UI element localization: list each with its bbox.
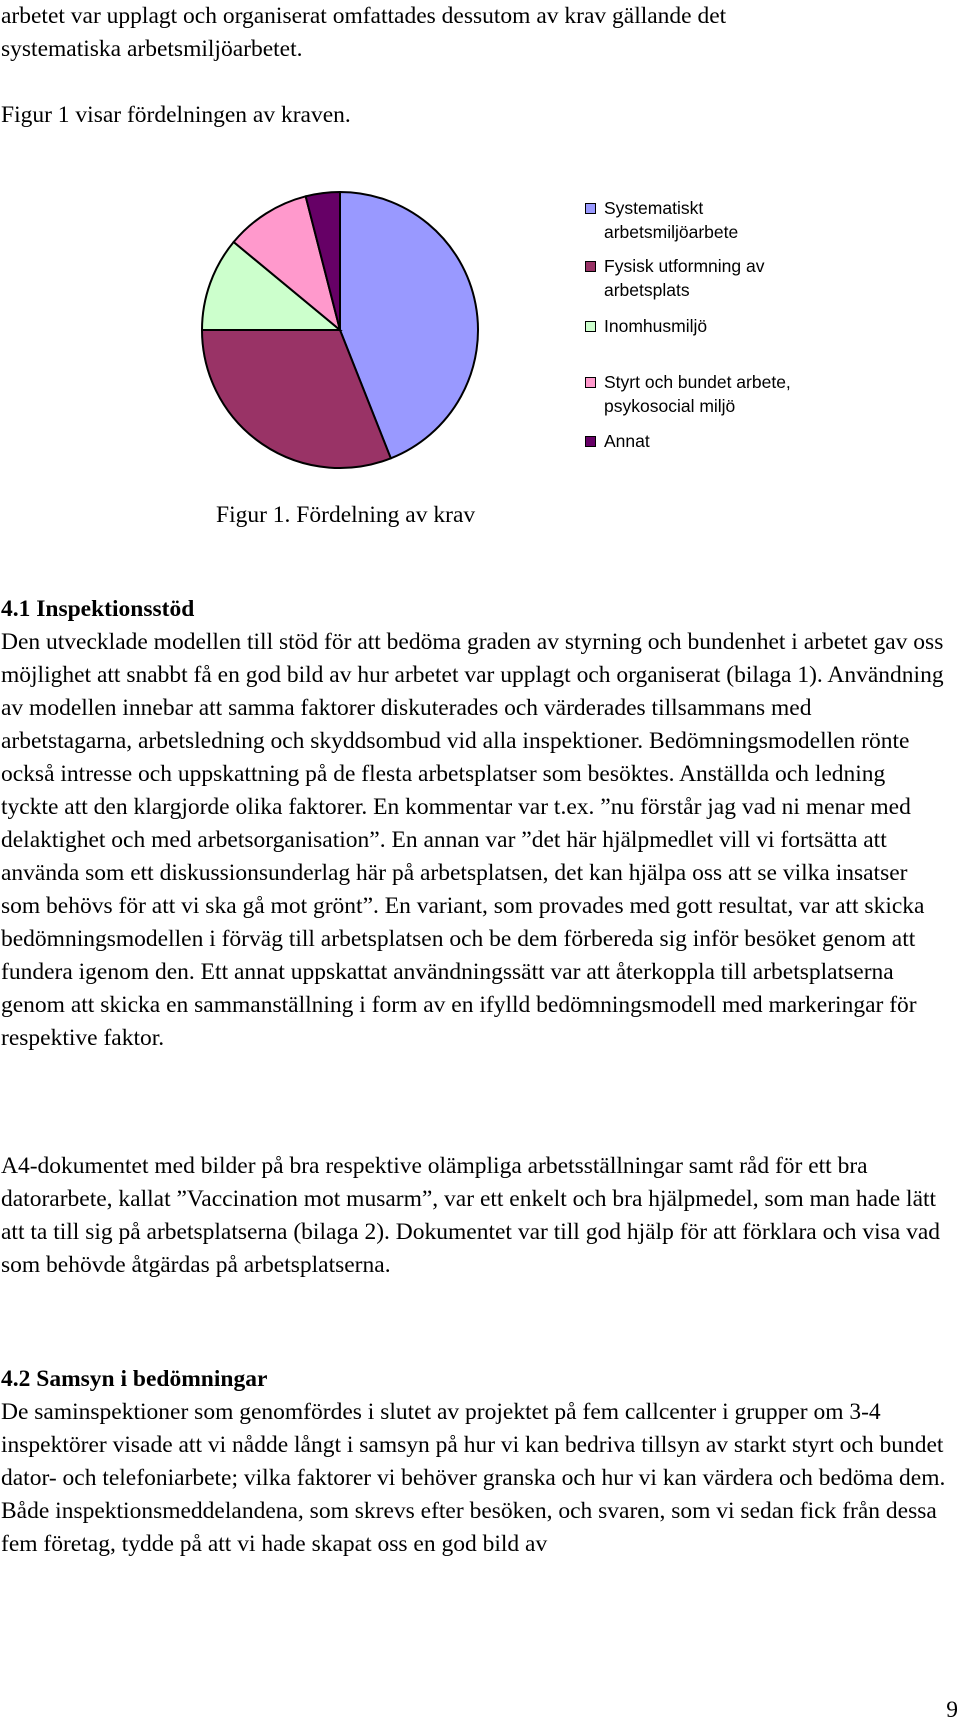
legend-label-systematiskt: Systematiskt arbetsmiljöarbete bbox=[604, 198, 739, 242]
section-4-2-paragraph-1: De saminspektioner som genomfördes i slutet av projektet på fem callcenter i grupper om 3-4 inspektörer visade att vi nådde långt i samsyn på hur vi kan bedriva tillsyn av starkt styrt och bundet dator- och telefoniarbete; vilka faktorer vi behöver granska och hur vi kan värdera och bedöma dem. Både inspektionsmeddelandena, som skrevs efter besöken, och svaren, som vi sedan fick från dessa fem företag, tydde på att vi hade skapat oss en god bild av bbox=[1, 1399, 946, 1557]
legend-swatch-fysisk bbox=[585, 261, 596, 272]
section-heading-4-1: 4.1 Inspektionsstöd bbox=[1, 596, 195, 622]
legend-label-inomhus: Inomhusmiljö bbox=[604, 316, 708, 336]
legend-swatch-annat bbox=[585, 436, 596, 447]
pie-chart-svg bbox=[198, 188, 482, 472]
page-number: 9 bbox=[946, 1697, 958, 1723]
intro-line-1: arbetet var upplagt och organiserat omfattades dessutom av krav gällande det bbox=[1, 3, 727, 29]
legend-swatch-inomhus bbox=[585, 321, 596, 332]
legend-swatch-styrt bbox=[585, 377, 596, 388]
figure-reference: Figur 1 visar fördelningen av kraven. bbox=[1, 102, 351, 128]
legend-label-styrt: Styrt och bundet arbete, psykosocial miljö bbox=[604, 372, 791, 416]
pie-chart bbox=[198, 188, 482, 472]
legend-swatch-systematiskt bbox=[585, 203, 596, 214]
section-4-1-paragraph-1: Den utvecklade modellen till stöd för att bedöma graden av styrning och bundenhet i arbetet gav oss möjlighet att snabbt få en god bild av hur arbetet var upplagt och organiserat (bilaga 1). Användning av modellen innebar att samma faktorer diskuterades och värderades tillsammans med arbetstagarna, arbetsledning och skyddsombud vid alla inspektioner. Bedömningsmodellen rönte också intresse och uppskattning på de flesta arbetsplatser som besöktes. Anställda och ledning tyckte att den klargjorde olika faktorer. En kommentar var t.ex. ”nu förstår jag vad ni menar med delaktighet och med arbetsorganisation”. En annan var ”det här hjälpmedlet vill vi fortsätta att använda som ett diskussionsunderlag här på arbetsplatsen, det kan hjälpa oss att se vilka insatser som behövs för att vi ska gå mot grönt”. En variant, som provades med gott resultat, var att skicka bedömningsmodellen i förväg till arbetsplatsen och be dem förbereda sig inför besöket genom att fundera igenom den. Ett annat uppskattat användningssätt var att återkoppla till arbetsplatserna genom att skicka en sammanställning i form av en ifylld bedömningsmodell med markeringar för respektive faktor. bbox=[1, 629, 944, 1051]
figure-caption: Figur 1. Fördelning av krav bbox=[216, 502, 476, 528]
legend-label-fysisk: Fysisk utformning av arbetsplats bbox=[604, 256, 765, 300]
section-heading-4-2: 4.2 Samsyn i bedömningar bbox=[1, 1366, 268, 1392]
legend-label-annat: Annat bbox=[604, 431, 650, 451]
intro-line-2: systematiska arbetsmiljöarbetet. bbox=[1, 36, 303, 62]
section-4-1-paragraph-2: A4-dokumentet med bilder på bra respektive olämpliga arbetsställningar samt råd för ett bra datorarbete, kallat ”Vaccination mot musarm”, var ett enkelt och bra hjälpmedel, som man hade lätt att ta till sig på arbetsplatserna (bilaga 2). Dokumentet var till god hjälp för att förklara och visa vad som behövde åtgärdas på arbetsplatserna. bbox=[1, 1153, 941, 1278]
